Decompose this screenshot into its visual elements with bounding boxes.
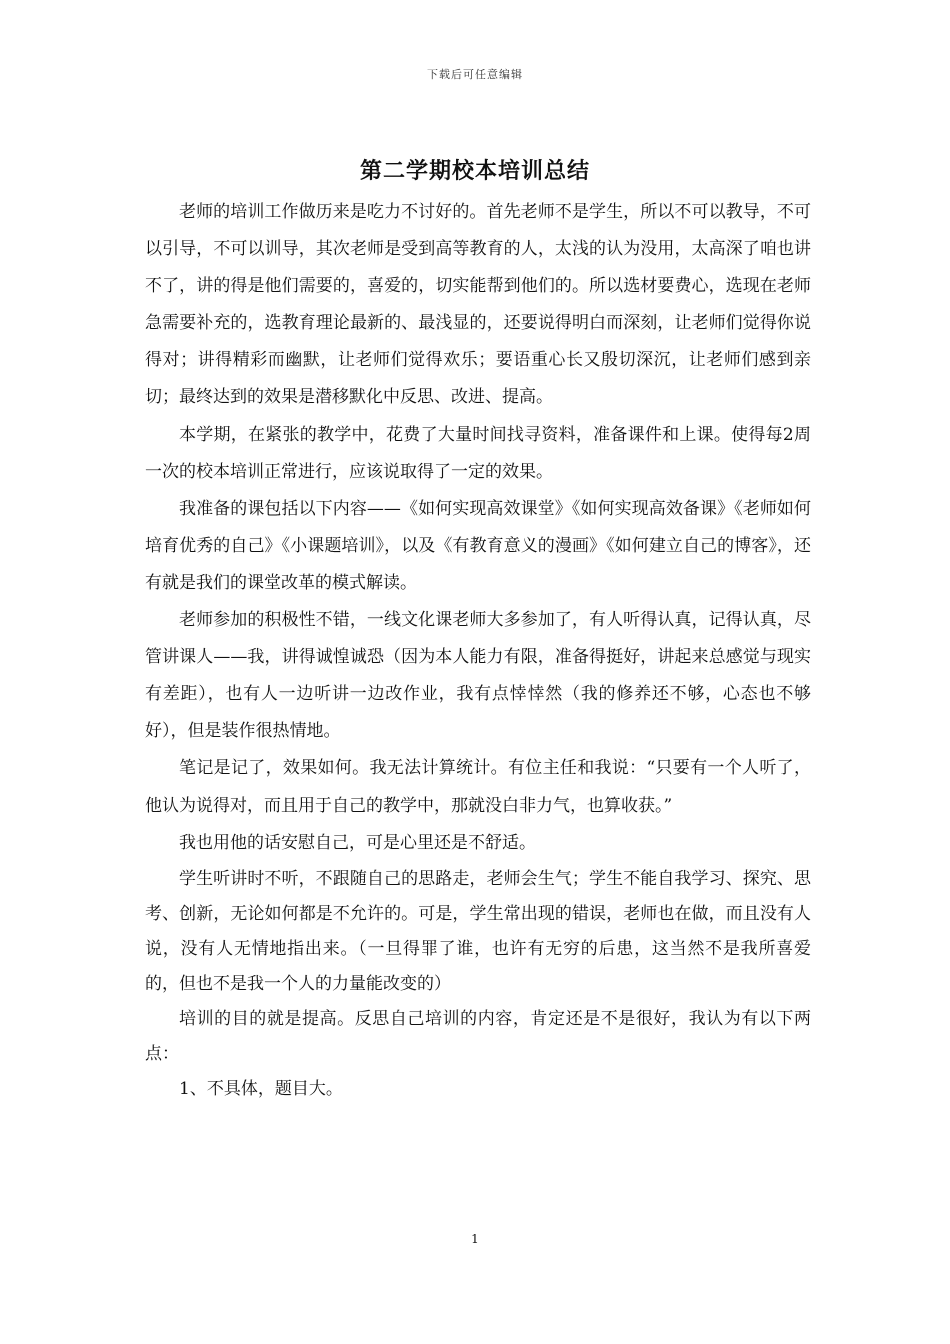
header-note: 下载后可任意编辑 [427, 68, 523, 81]
paragraph-6: 我也用他的话安慰自己，可是心里还是不舒适。 [179, 832, 536, 853]
paragraph-3: 我准备的课包括以下内容——《如何实现高效课堂》《如何实现高效备课》《老师如何培育优秀的自己》《小课题培训》，以及《有教育意义的漫画》《如何建立自己的博客》，还有就是我们的课堂改革的模式解读。 [145, 498, 811, 593]
paragraph-8: 培训的目的就是提高。反思自己培训的内容，肯定还是不是很好，我认为有以下两点： [145, 1008, 811, 1064]
paragraph-4: 老师参加的积极性不错，一线文化课老师大多参加了，有人听得认真，记得认真，尽管讲课人——我，讲得诚惶诚恐（因为本人能力有限，准备得挺好，讲起来总感觉与现实有差距），也有人一边听讲一边改作业，我有点悻悻然（我的修养还不够，心态也不够好），但是装作很热情地。 [145, 610, 811, 742]
paragraph-2: 本学期，在紧张的教学中，花费了大量时间找寻资料，准备课件和上课。使得每2周一次的校本培训正常进行，应该说取得了一定的效果。 [145, 424, 811, 482]
document-title: 第二学期校本培训总结 [359, 158, 590, 184]
paragraph-1: 老师的培训工作做历来是吃力不讨好的。首先老师不是学生，所以不可以教导，不可以引导，不可以训导，其次老师是受到高等教育的人，太浅的认为没用，太高深了咱也讲不了，讲的得是他们需要的，喜爱的，切实能帮到他们的。所以选材要费心，选现在老师急需要补充的，选教育理论最新的、最浅显的，还要说得明白而深刻，让老师们觉得你说得对；讲得精彩而幽默，让老师们觉得欢乐；要语重心长又殷切深沉，让老师们感到亲切；最终达到的效果是潜移默化中反思、改进、提高。 [145, 202, 811, 408]
paragraph-9: 1、不具体，题目大。 [179, 1078, 343, 1099]
paragraph-5: 笔记是记了，效果如何。我无法计算统计。有位主任和我说：“只要有一个人听了，他认为说得对，而且用于自己的教学中，那就没白非力气，也算收获。” [145, 758, 811, 816]
page-number: 1 [471, 1232, 479, 1246]
paragraph-7: 学生听讲时不听，不跟随自己的思路走，老师会生气；学生不能自我学习、探究、思考、创新，无论如何都是不允许的。可是，学生常出现的错误，老师也在做，而且没有人说，没有人无情地指出来。（一旦得罪了谁，也许有无穷的后患，这当然不是我所喜爱的，但也不是我一个人的力量能改变的） [145, 868, 811, 994]
document-body [145, 194, 811, 1107]
